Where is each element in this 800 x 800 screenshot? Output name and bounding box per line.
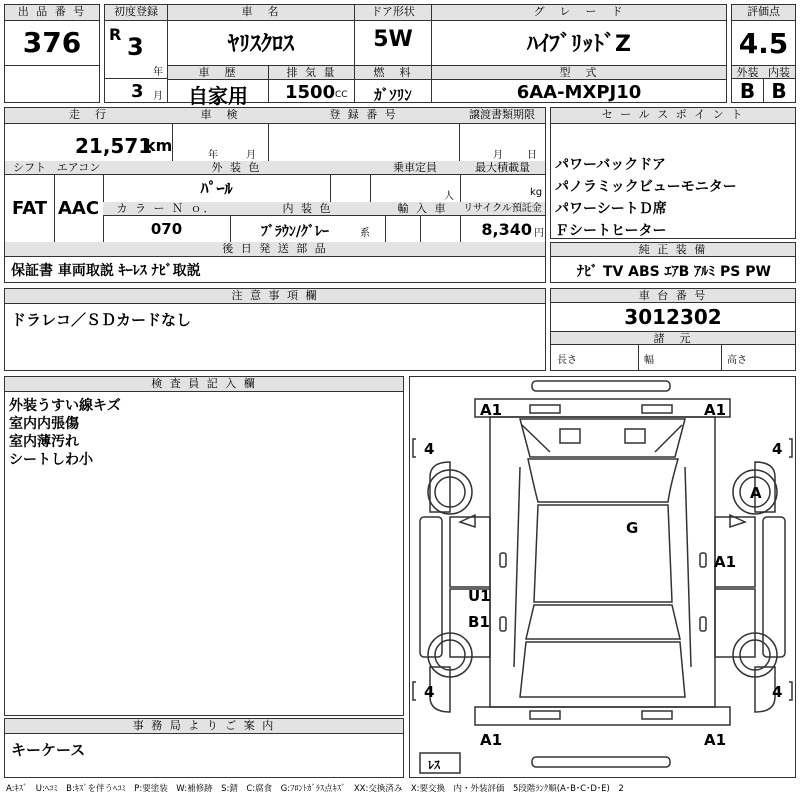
int-color-cell xyxy=(230,216,386,243)
label-rear-box: ﾚｽ xyxy=(428,758,441,772)
sales-points-label: セ ー ル ス ポ イ ン ト xyxy=(551,108,795,124)
yen-unit: 円 xyxy=(534,228,544,239)
header-section xyxy=(4,4,796,108)
later-parts-value: 保証書 車両取説 ｷｰﾚｽ ﾅﾋﾞ取説 xyxy=(11,263,201,279)
legend-text: A:ｷｽﾞ U:ﾍｺﾐ B:ｷｽﾞを伴うﾍｺﾐ P:要塗装 W:補修跡 S:錆 C:腐食 G:ﾌﾛﾝﾄｶﾞﾗｽ点ｷｽﾞ XX:交換済み X:要交換 内・外装評価 5段階ﾗﾝｸ順(A･B･C･D･E) 2 xyxy=(6,784,624,794)
mileage-value: 21,571 xyxy=(75,134,153,158)
import-cell-a xyxy=(385,216,421,243)
transfer-cell xyxy=(459,124,545,162)
label-front-right-a1: A1 xyxy=(704,401,727,419)
color-no-value: 070 xyxy=(103,216,231,243)
recycle-cell xyxy=(460,216,545,243)
height-label: 高さ xyxy=(727,355,747,366)
standard-equip-label: 純 正 装 備 xyxy=(551,243,795,257)
grade-label: グ レ ー ド xyxy=(432,5,726,21)
score-value: 4.5 xyxy=(738,27,789,60)
inspection-cell xyxy=(172,124,269,162)
history-value: 自家用 xyxy=(188,84,248,108)
max-load-cell xyxy=(460,175,545,203)
car-diagram-box xyxy=(409,376,796,778)
displacement-label: 排 気 量 xyxy=(269,66,354,80)
insp-month-unit: 月 xyxy=(246,150,256,161)
caution-label: 注 意 事 項 欄 xyxy=(5,289,545,304)
import-cell-b xyxy=(420,216,461,243)
first-reg-label: 初度登録 xyxy=(105,5,167,21)
door-cell xyxy=(354,4,432,66)
later-parts-label: 後 日 発 送 部 品 xyxy=(5,242,545,257)
car-diagram xyxy=(410,377,795,777)
label-rear-left-a1: A1 xyxy=(480,731,503,749)
label-roof-g: G xyxy=(626,519,639,537)
inspector-note-3: 室内薄汚れ xyxy=(9,434,79,450)
reg-no-label: 登 録 番 号 xyxy=(268,108,460,124)
chassis-value: 3012302 xyxy=(624,305,722,329)
cc-unit: CC xyxy=(335,90,348,100)
history-label: 車 歴 xyxy=(168,66,268,80)
import-label: 輸 入 車 xyxy=(385,202,461,216)
sales-point-2: パノラミックビューモニター xyxy=(555,179,737,195)
color-no-label: カ ラ ー Ｎ ｏ． xyxy=(103,202,231,216)
km-unit: km xyxy=(145,136,173,155)
mileage-label: 走 行 xyxy=(5,108,173,124)
lot-no-cell xyxy=(4,4,100,66)
inspector-box xyxy=(4,376,404,716)
ext-color-label: 外 装 色 xyxy=(103,161,371,175)
specs-label: 諸 元 xyxy=(551,331,795,345)
height-cell xyxy=(721,345,795,370)
int-color-value: ﾌﾞﾗｳﾝ/ｸﾞﾚｰ xyxy=(260,224,330,240)
caution-box xyxy=(4,288,546,371)
shift-label: シフト xyxy=(5,161,55,175)
year-unit: 年 xyxy=(153,67,163,78)
lot-no-blank xyxy=(4,65,100,103)
inspector-note-1: 外装うすい線キズ xyxy=(9,398,121,414)
recycle-label: リサイクル預託金 xyxy=(460,202,545,216)
month-unit: 月 xyxy=(153,91,163,102)
lot-no-label: 出 品 番 号 xyxy=(5,5,99,21)
score-cell xyxy=(731,4,796,103)
recycle-value: 8,340 xyxy=(481,220,532,239)
grade-cell xyxy=(431,4,727,66)
grade-value: ﾊｲﾌﾞﾘｯﾄﾞZ xyxy=(527,32,631,57)
kg-unit: kg xyxy=(530,187,543,198)
int-color-label: 内 装 色 xyxy=(230,202,386,216)
aircon-label: エアコン xyxy=(54,161,104,175)
fuel-label: 燃 料 xyxy=(355,66,431,80)
model-value: 6AA-MXPJ10 xyxy=(516,82,642,103)
label-right-door-a1: A1 xyxy=(714,553,737,571)
score-label: 評価点 xyxy=(732,5,795,21)
ext-color-extra xyxy=(330,175,371,203)
first-reg-cell xyxy=(104,4,168,103)
transfer-month-unit: 月 xyxy=(493,150,503,161)
car-name-label: 車 名 xyxy=(168,5,354,21)
model-cell xyxy=(431,65,727,103)
chassis-label: 車 台 番 号 xyxy=(551,289,795,303)
inspector-note-2: 室内内張傷 xyxy=(9,416,79,432)
inspector-label: 検 査 員 記 入 欄 xyxy=(5,377,403,392)
vehicle-details xyxy=(4,107,546,283)
standard-equip-box xyxy=(550,242,796,283)
persons-unit: 人 xyxy=(444,191,454,202)
sales-point-3: パワーシートＤ席 xyxy=(555,201,667,217)
caution-text: ドラレコ／ＳＤカードなし xyxy=(11,311,192,329)
shift-value: FAT xyxy=(5,175,55,243)
era-value: R xyxy=(109,25,122,44)
car-name-cell xyxy=(167,4,355,66)
length-cell xyxy=(551,345,639,370)
office-label: 事 務 局 よ り ご 案 内 xyxy=(5,719,403,734)
history-cell xyxy=(167,65,269,108)
inspection-label: 車 検 xyxy=(172,108,269,124)
reg-no-cell xyxy=(268,124,460,162)
width-label: 幅 xyxy=(644,355,654,366)
office-text: キーケース xyxy=(11,741,86,759)
label-tire-rear-right: 4 xyxy=(772,683,783,701)
capacity-label: 乗車定員 xyxy=(370,161,461,175)
label-left-u1: U1 xyxy=(468,587,491,605)
first-reg-divider xyxy=(105,78,167,79)
lot-no-value: 376 xyxy=(22,26,82,59)
mileage-cell xyxy=(5,124,173,162)
ext-color-value: ﾊﾟｰﾙ xyxy=(103,175,331,203)
model-label: 型 式 xyxy=(432,66,726,80)
capacity-cell xyxy=(370,175,461,203)
max-load-label: 最大積載量 xyxy=(460,161,545,175)
label-tire-front-right: 4 xyxy=(772,440,783,458)
car-name-value: ﾔﾘｽｸﾛｽ xyxy=(227,32,294,57)
door-value: 5W xyxy=(373,27,413,52)
label-left-b1: B1 xyxy=(468,613,490,631)
exterior-label: 外装 xyxy=(732,65,764,79)
door-label: ドア形状 xyxy=(355,5,431,21)
inspector-note-4: シートしわ小 xyxy=(9,452,93,468)
label-wheel-a: A xyxy=(750,484,762,502)
month-value: 3 xyxy=(131,81,144,102)
office-box xyxy=(4,718,404,778)
insp-year-unit: 年 xyxy=(208,150,218,161)
width-cell xyxy=(638,345,722,370)
sales-point-1: パワーバックドア xyxy=(555,157,666,173)
label-tire-rear-left: 4 xyxy=(424,683,435,701)
standard-equip-value: ﾅﾋﾞ TV ABS ｴｱB ｱﾙﾐ PS PW xyxy=(577,264,771,280)
label-front-left-a1: A1 xyxy=(480,401,503,419)
length-label: 長さ xyxy=(557,355,577,366)
sales-points-box xyxy=(550,107,796,239)
sales-point-4: Ｆシートヒーター xyxy=(555,223,667,239)
kei-unit: 系 xyxy=(360,228,370,239)
year-value: 3 xyxy=(127,33,144,61)
transfer-day-unit: 日 xyxy=(527,150,537,161)
fuel-cell xyxy=(354,65,432,103)
exterior-value: B xyxy=(732,79,764,103)
interior-label: 内装 xyxy=(763,65,795,79)
label-tire-front-left: 4 xyxy=(424,440,435,458)
chassis-box xyxy=(550,288,796,371)
fuel-value: ｶﾞｿﾘﾝ xyxy=(374,86,412,104)
displacement-value: 1500 xyxy=(285,82,336,103)
displacement-cell xyxy=(268,65,355,103)
label-rear-right-a1: A1 xyxy=(704,731,727,749)
interior-value: B xyxy=(771,79,787,103)
aircon-value: AAC xyxy=(54,175,104,243)
transfer-label: 譲渡書類期限 xyxy=(459,108,545,124)
